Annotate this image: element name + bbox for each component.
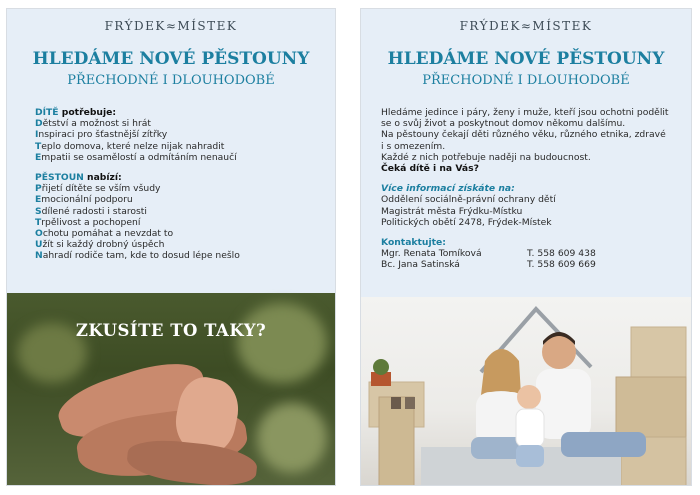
paragraph-line: Na pěstouny čekají děti různého věku, různého etnika, zdravé	[381, 129, 666, 141]
contact-name: Bc. Jana Satinská	[381, 259, 460, 271]
plant	[373, 359, 389, 375]
cardboard-box	[631, 327, 686, 377]
cardboard-box	[616, 377, 686, 437]
contact-row	[381, 259, 681, 270]
address-line: Oddělení sociálně-právní ochrany dětí	[381, 194, 556, 206]
mug	[405, 397, 415, 409]
paragraph-line: Každé z nich potřebuje naději na budoucnost.	[381, 151, 591, 163]
child-jeans	[516, 445, 544, 467]
address-line: Magistrát města Frýdku-Místku	[381, 205, 523, 217]
info-text	[381, 107, 681, 271]
list-item: Emocionální podporu	[35, 194, 133, 206]
cardboard-box	[379, 397, 414, 485]
left-flyer	[7, 9, 335, 485]
list-item: Užít si každý drobný úspěch	[35, 239, 165, 251]
list-item: Empatii se osamělostí a odmítáním nenaučí	[35, 151, 237, 163]
call-to-action: ZKUSÍTE TO TAKY?	[75, 321, 267, 340]
paragraph-line: Hledáme jedince i páry, ženy i muže, kteří jsou ochotni podělit	[381, 107, 669, 118]
right-flyer	[361, 9, 691, 485]
info-heading: Více informací získáte na:	[381, 183, 515, 195]
contact-row	[381, 248, 681, 259]
contact-phone: T. 558 609 669	[527, 259, 596, 271]
subheadline: PŘECHODNÉ I DLOUHODOBÉ	[67, 73, 275, 88]
man-jeans	[561, 432, 646, 457]
headline: HLEDÁME NOVÉ PĚSTOUNY	[32, 49, 310, 69]
acrostic-lists	[35, 107, 325, 262]
section-title-foster: PĚSTOUN nabízí:	[35, 172, 122, 184]
list-item: Trpělivost a pochopení	[35, 216, 141, 228]
list-item: Inspiraci pro šťastnější zítřky	[35, 129, 168, 141]
address-line: Politických obětí 2478, Frýdek-Místek	[381, 216, 552, 228]
list-item: Teplo domova, které nelze nijak nahradit	[35, 140, 225, 152]
paragraph-line: i s omezením.	[381, 140, 446, 152]
child-head	[517, 385, 541, 409]
section-title-child: DÍTĚ potřebuje:	[35, 107, 117, 118]
family-photo	[361, 297, 691, 485]
question-line: Čeká dítě i na Vás?	[381, 163, 479, 175]
brand-logo: FRÝDEK≈MÍSTEK	[104, 19, 238, 33]
subheadline: PŘECHODNÉ I DLOUHODOBÉ	[422, 73, 630, 88]
mug	[391, 397, 401, 409]
woman-hair	[481, 349, 521, 395]
headline: HLEDÁME NOVÉ PĚSTOUNY	[387, 49, 665, 69]
list-item: Přijetí dítěte se vším všudy	[35, 183, 161, 195]
contact-phone: T. 558 609 438	[527, 248, 596, 260]
contacts-heading: Kontaktujte:	[381, 237, 446, 249]
contact-name: Mgr. Renata Tomíková	[381, 248, 482, 260]
list-item: Ochotu pomáhat a nevzdat to	[35, 228, 174, 240]
list-item: Sdílené radosti i starosti	[35, 205, 147, 217]
paragraph-line: se o svůj život a poskytnout domov někomu dalšímu.	[381, 118, 626, 130]
child-shirt	[516, 409, 544, 447]
list-item: Nahradí rodiče tam, kde to dosud lépe nešlo	[35, 250, 240, 262]
brand-logo: FRÝDEK≈MÍSTEK	[459, 19, 593, 33]
list-item: Dětství a možnost si hrát	[35, 118, 151, 130]
family-illustration	[361, 297, 691, 485]
